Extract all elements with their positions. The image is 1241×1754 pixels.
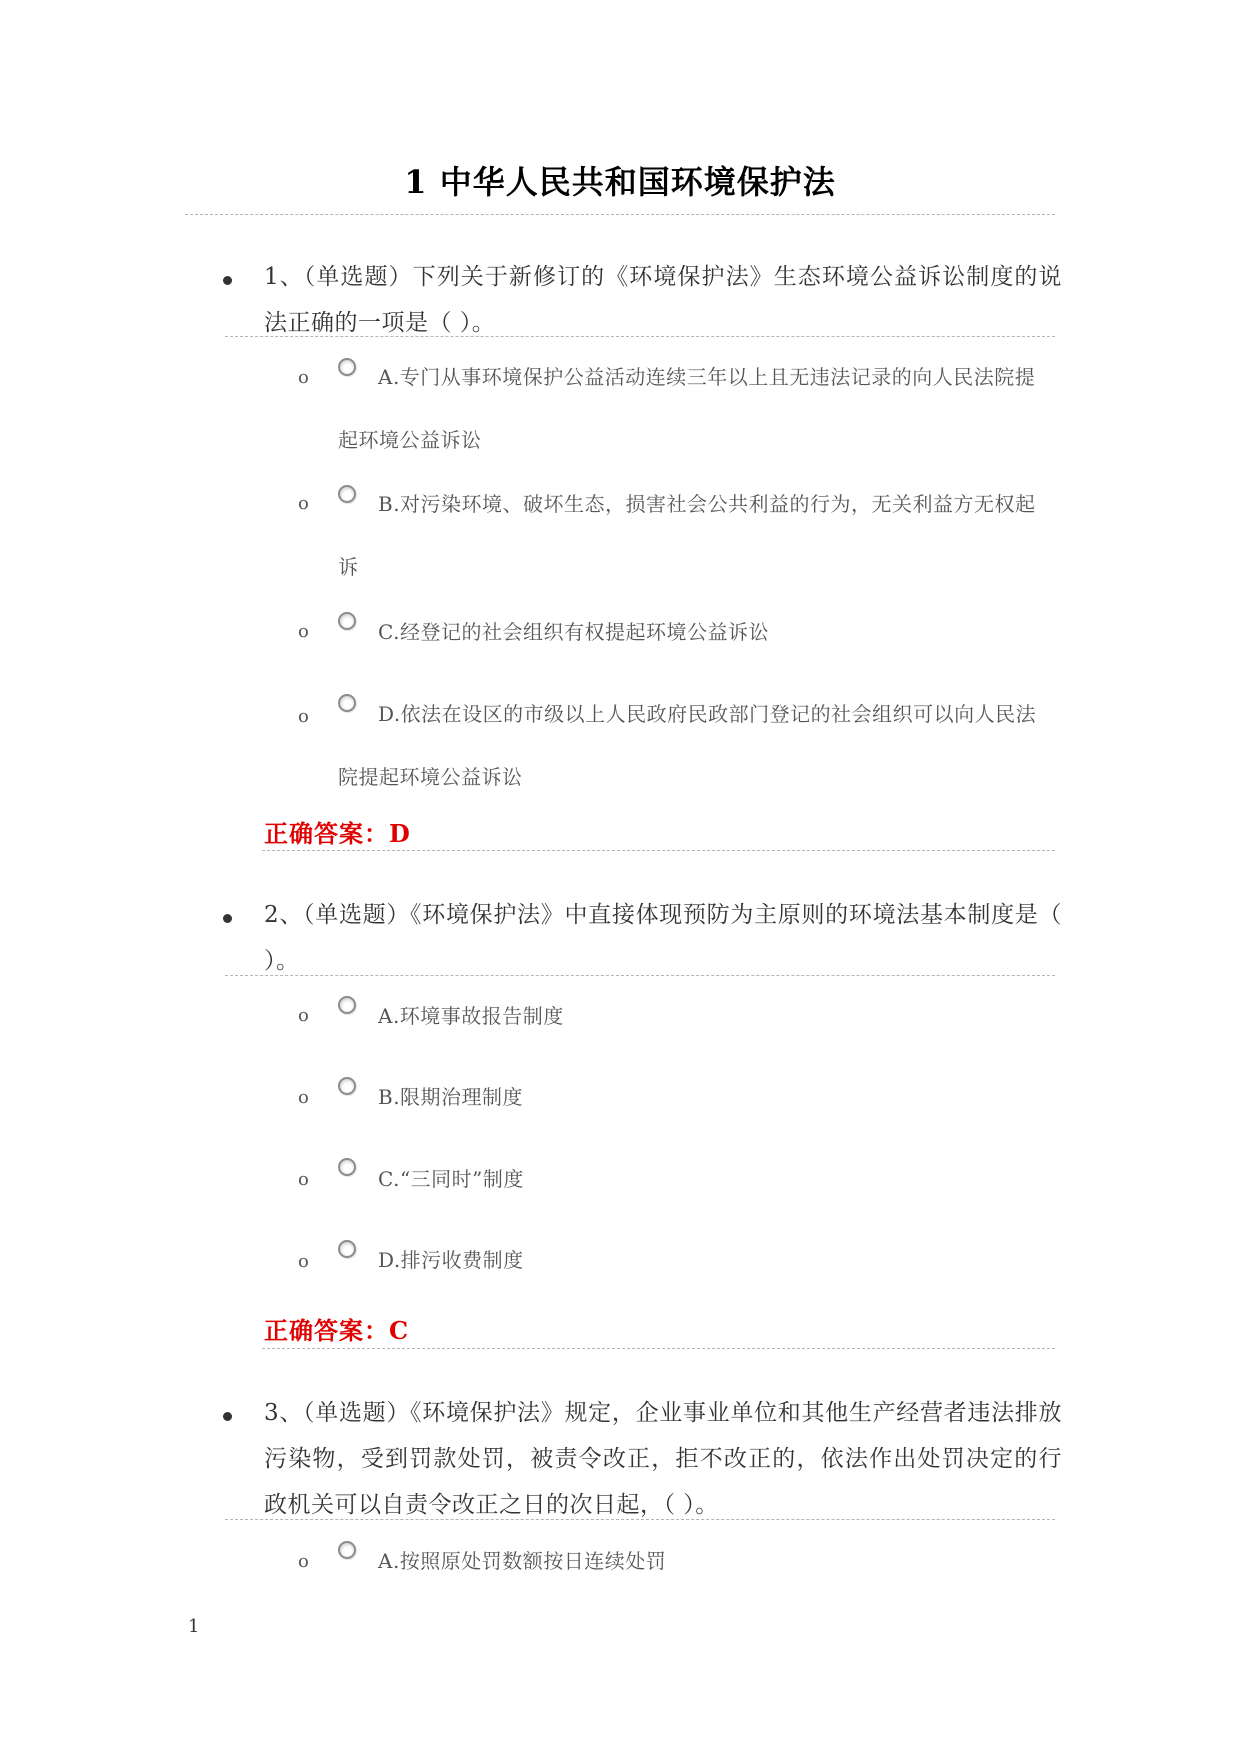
question-2-option-b: B.限期治理制度 (378, 1085, 524, 1109)
option-marker: o (298, 1087, 309, 1108)
answer-2-divider (262, 1348, 1055, 1349)
question-2-text: 2、（单选题）《环境保护法》中直接体现预防为主原则的环境法基本制度是（ ）。 (264, 902, 1062, 974)
title-divider (185, 214, 1055, 215)
question-2-option-d: D.排污收费制度 (378, 1248, 524, 1272)
question-bullet (223, 914, 232, 923)
question-2-option-c: C.“三同时”制度 (378, 1167, 524, 1191)
question-1-option-b: B.对污染环境、破坏生态，损害社会公共利益的行为，无关利益方无权起诉 (338, 492, 1036, 579)
option-marker: o (298, 621, 309, 642)
question-2-option-a: A.环境事故报告制度 (378, 1004, 564, 1028)
page-title: 1 中华人民共和国环境保护法 (404, 163, 836, 201)
question-1-option-d: D.依法在设区的市级以上人民政府民政部门登记的社会组织可以向人民法院提起环境公益诉讼 (338, 702, 1037, 789)
question-bullet (223, 276, 232, 285)
question-bullet (223, 1412, 232, 1421)
question-1-option-a: A.专门从事环境保护公益活动连续三年以上且无违法记录的向人民法院提起环境公益诉讼 (338, 365, 1036, 452)
option-marker: o (298, 1551, 309, 1572)
question-2-divider (225, 975, 1055, 976)
question-3-text: 3、（单选题）《环境保护法》规定，企业事业单位和其他生产经营者违法排放污染物，受到罚款处罚，被责令改正，拒不改正的，依法作出处罚决定的行政机关可以自责令改正之日的次日起，（ ）。 (264, 1400, 1062, 1518)
question-1-divider (225, 336, 1055, 337)
option-marker: o (298, 1251, 309, 1272)
page-number: 1 (188, 1616, 200, 1637)
option-marker: o (298, 1005, 309, 1026)
question-3-option-a: A.按照原处罚数额按日连续处罚 (378, 1549, 667, 1573)
option-marker: o (298, 367, 309, 388)
answer-1-divider (262, 850, 1055, 851)
option-marker: o (298, 706, 309, 727)
question-3-divider (225, 1519, 1055, 1520)
question-1-option-c: C.经登记的社会组织有权提起环境公益诉讼 (378, 620, 769, 644)
question-2-answer: 正确答案：C (264, 1316, 410, 1345)
option-marker: o (298, 493, 309, 514)
question-1-text: 1、（单选题）下列关于新修订的《环境保护法》生态环境公益诉讼制度的说法正确的一项是（ ）。 (264, 264, 1062, 336)
option-marker: o (298, 1169, 309, 1190)
question-1-answer: 正确答案：D (264, 819, 411, 848)
